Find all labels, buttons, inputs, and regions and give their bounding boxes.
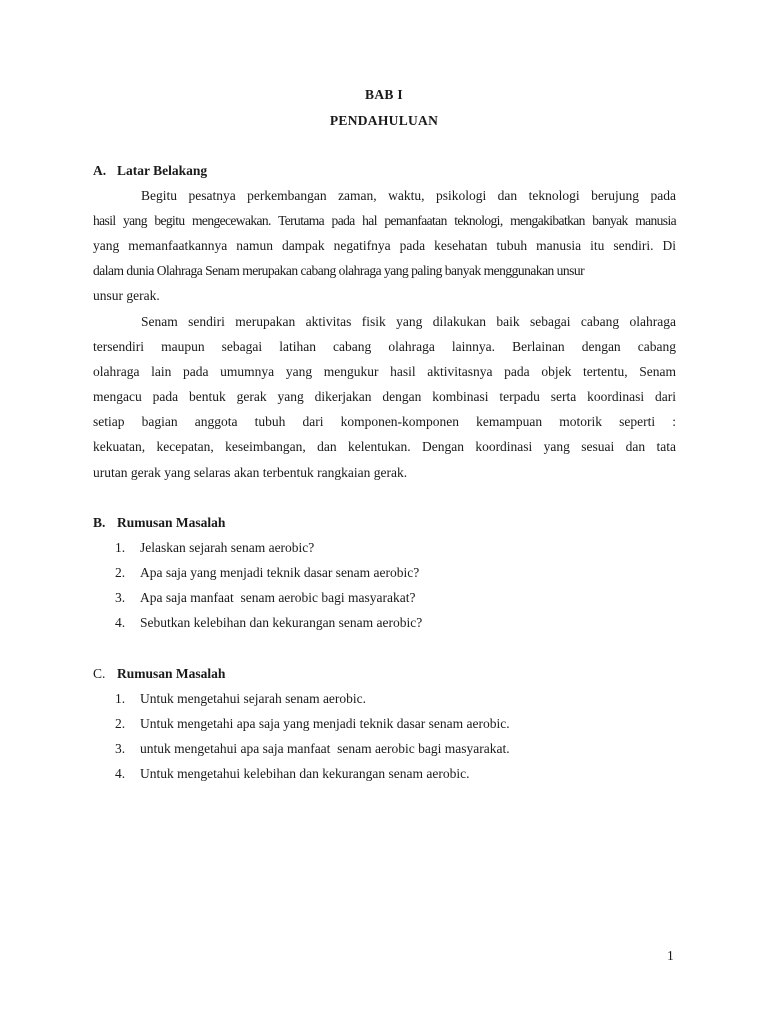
text-line: mengacu pada bentuk gerak yang dikerjakan dengan kombinasi terpadu serta koordinasi dari — [93, 389, 676, 404]
list-number: 3. — [115, 741, 126, 756]
text-line: Senam sendiri merupakan aktivitas fisik yang dilakukan baik sebagai cabang olahraga — [141, 314, 676, 329]
text-line: setiap bagian anggota tubuh dari komponen-komponen kemampuan motorik seperti : — [93, 414, 676, 429]
list-number: 1. — [115, 540, 126, 555]
text-line: dalam dunia Olahraga Senam merupakan cabang olahraga yang paling banyak menggunakan unsur — [93, 263, 585, 278]
list-text: Apa saja manfaat senam aerobic bagi masyarakat? — [140, 590, 416, 605]
text-line: hasil yang begitu mengecewakan. Terutama pada hal pemanfaatan teknologi, mengakibatkan banyak manusia — [93, 213, 676, 228]
list-text: Untuk mengetahi apa saja yang menjadi teknik dasar senam aerobic. — [140, 716, 510, 731]
list-text: Apa saja yang menjadi teknik dasar senam aerobic? — [140, 565, 420, 580]
section-label: C. — [93, 666, 106, 681]
list-text: Sebutkan kelebihan dan kekurangan senam aerobic? — [140, 615, 423, 630]
list-item — [115, 716, 510, 732]
list-item — [115, 741, 510, 757]
list-number: 2. — [115, 716, 126, 731]
chapter-number: BAB I — [365, 87, 403, 102]
list-number: 4. — [115, 766, 126, 781]
list-item — [115, 691, 366, 707]
text-line: Begitu pesatnya perkembangan zaman, waktu, psikologi dan teknologi berujung pada — [141, 188, 676, 203]
section-title: Rumusan Masalah — [117, 515, 226, 530]
text-line: urutan gerak yang selaras akan terbentuk rangkaian gerak. — [93, 465, 408, 480]
text-line: kekuatan, kecepatan, keseimbangan, dan kelentukan. Dengan koordinasi yang sesuai dan tata — [93, 439, 676, 454]
list-text: Jelaskan sejarah senam aerobic? — [140, 540, 315, 555]
section-title: Rumusan Masalah — [117, 666, 226, 681]
section-label: B. — [93, 515, 106, 530]
list-number: 2. — [115, 565, 126, 580]
section-heading-b — [93, 515, 225, 531]
text-line: yang memanfaatkannya namun dampak negatifnya pada kesehatan tubuh manusia itu sendiri. Di — [93, 238, 676, 253]
text-line: olahraga lain pada umumnya yang mengukur hasil aktivitasnya pada objek tertentu, Senam — [93, 364, 676, 379]
page-number: 1 — [667, 948, 674, 963]
list-item — [115, 615, 422, 631]
section-title: Latar Belakang — [117, 163, 208, 178]
list-item — [115, 590, 416, 606]
list-text: Untuk mengetahui kelebihan dan kekurangan senam aerobic. — [140, 766, 470, 781]
list-item — [115, 766, 470, 782]
list-item — [115, 540, 314, 556]
list-number: 1. — [115, 691, 126, 706]
list-number: 4. — [115, 615, 126, 630]
chapter-title: PENDAHULUAN — [329, 113, 439, 128]
list-text: Untuk mengetahui sejarah senam aerobic. — [140, 691, 367, 706]
section-label: A. — [93, 163, 107, 178]
text-line: unsur gerak. — [93, 288, 160, 303]
list-number: 3. — [115, 590, 126, 605]
text-line: tersendiri maupun sebagai latihan cabang olahraga lainnya. Berlainan dengan cabang — [93, 339, 676, 354]
section-heading-a — [93, 163, 207, 179]
list-item — [115, 565, 419, 581]
section-heading-c — [93, 666, 225, 682]
list-text: untuk mengetahui apa saja manfaat senam aerobic bagi masyarakat. — [140, 741, 510, 756]
